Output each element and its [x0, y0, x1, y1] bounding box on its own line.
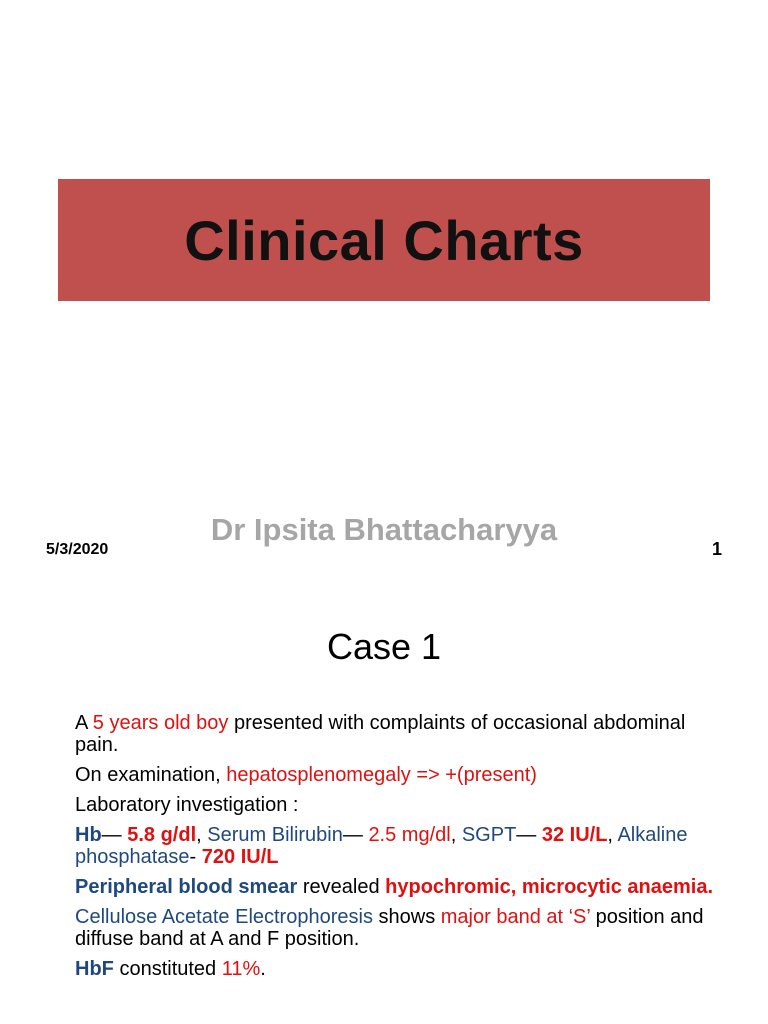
paragraph-electrophoresis: Cellulose Acetate Electrophoresis shows major band at ‘S’ position and diffuse band at A and F position. [75, 906, 704, 950]
case-slide [0, 576, 768, 1024]
hb-value: 5.8 g/dl [127, 824, 197, 846]
smear-label: Peripheral blood smear [75, 876, 298, 898]
hbf-value: 11% [221, 958, 261, 980]
electrophoresis-label: Cellulose Acetate Electrophoresis [75, 906, 373, 928]
case-description [75, 712, 715, 988]
author-name: Dr Ipsita Bhattacharyya [210, 512, 558, 547]
electrophoresis-result: major band at ‘S’ [440, 906, 591, 928]
paragraph-presentation: A 5 years old boy presented with complaints of occasional abdominal pain. [75, 712, 686, 756]
smear-result: hypochromic, microcytic anaemia. [385, 876, 714, 898]
slide-date: 5/3/2020 [46, 541, 109, 558]
paragraph-lab-heading: Laboratory investigation : [75, 794, 299, 816]
exam-finding: hepatosplenomegaly => +(present) [226, 764, 537, 786]
bilirubin-label: Serum Bilirubin [207, 824, 343, 846]
hb-label: Hb [75, 824, 102, 846]
alp-label: Alkaline phosphatase [75, 824, 688, 868]
paragraph-hbf: HbF constituted 11%. [75, 958, 266, 980]
sgpt-value: 32 IU/L [541, 824, 608, 846]
paragraph-lab-values: Hb— 5.8 g/dl, Serum Bilirubin— 2.5 mg/dl, SGPT— 32 IU/L, Alkaline phosphatase- 720 IU/L [75, 824, 688, 868]
page-number: 1 [711, 539, 722, 559]
slide-title: Clinical Charts [184, 208, 584, 272]
patient-age: 5 years old boy [92, 712, 229, 734]
sgpt-label: SGPT [461, 824, 517, 846]
paragraph-examination: On examination, hepatosplenomegaly => +(present) [75, 764, 537, 786]
hbf-label: HbF [75, 958, 114, 980]
paragraph-blood-smear: Peripheral blood smear revealed hypochromic, microcytic anaemia. [75, 876, 714, 898]
case-title: Case 1 [326, 626, 442, 667]
alp-value: 720 IU/L [201, 846, 279, 868]
bilirubin-value: 2.5 mg/dl [368, 824, 451, 846]
title-banner [58, 179, 710, 301]
